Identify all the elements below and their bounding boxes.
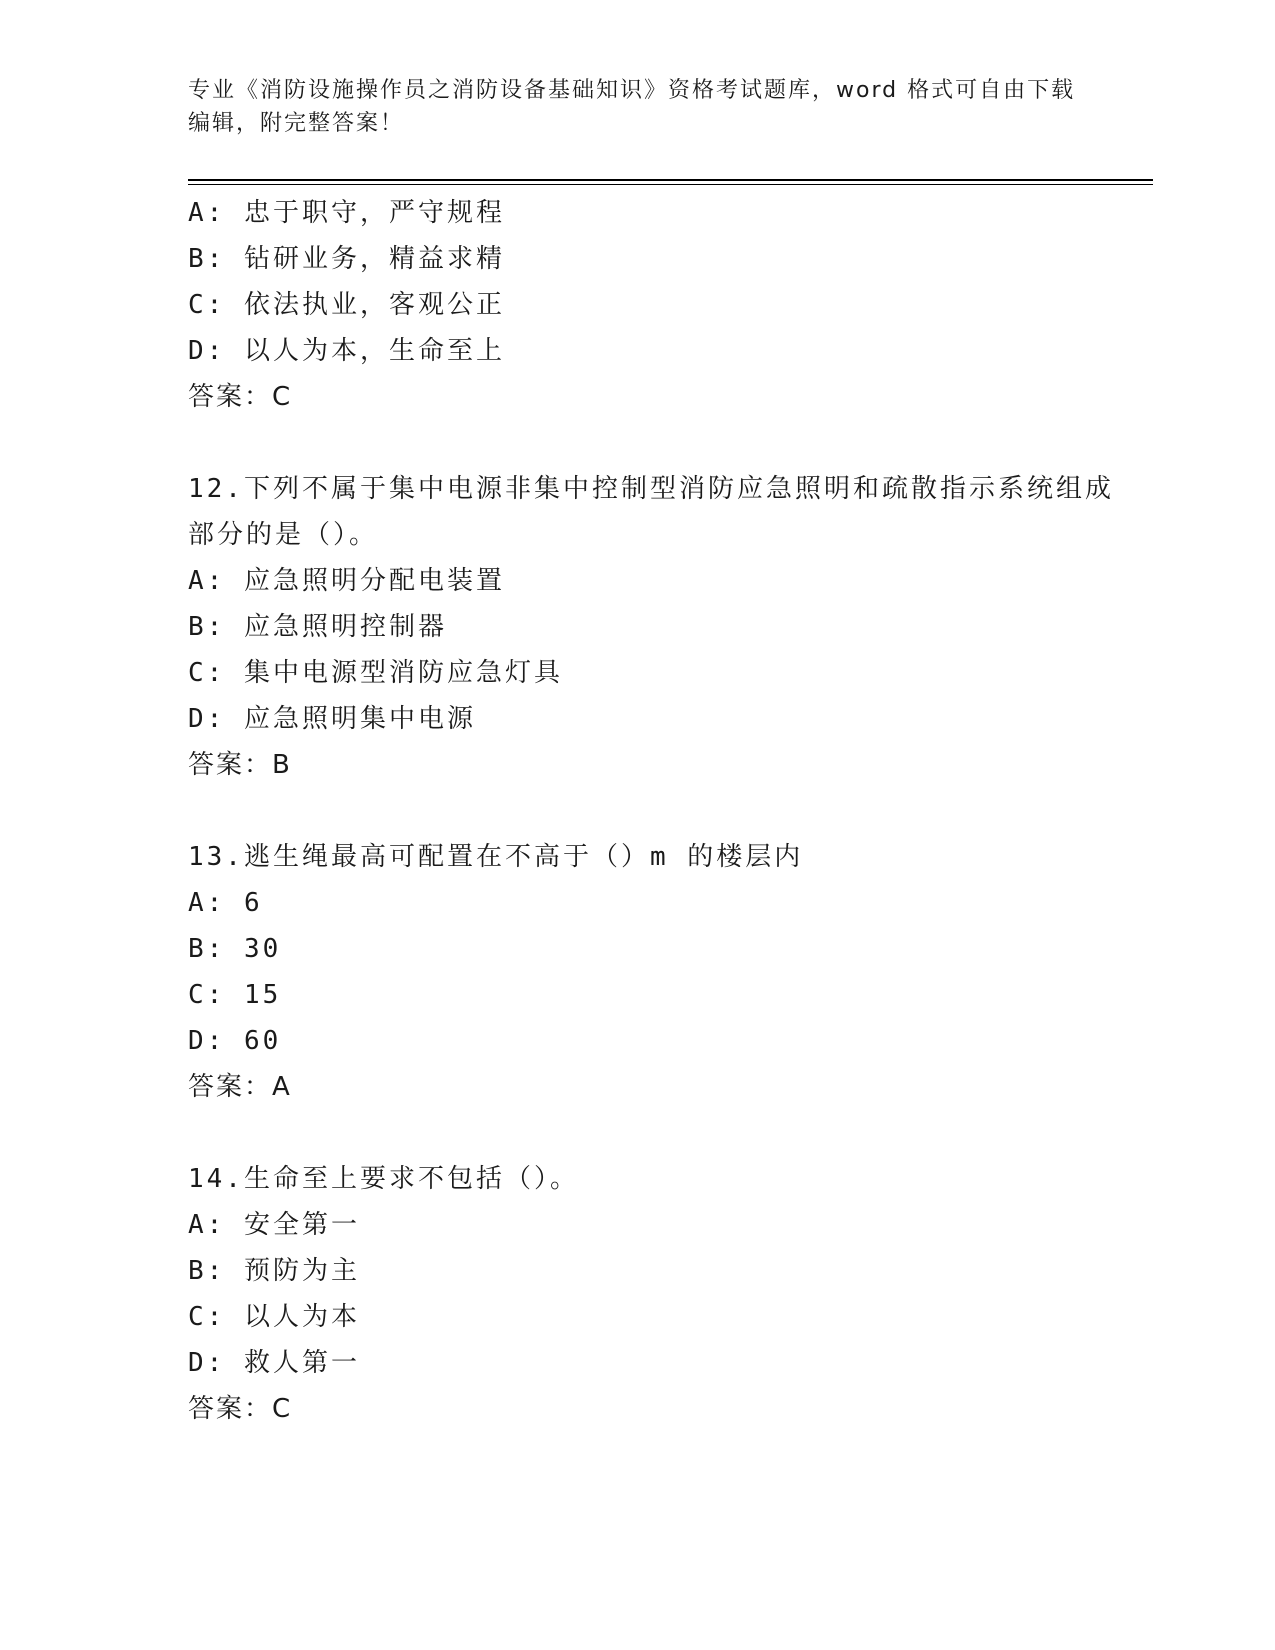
option-b: B: 钻研业务，精益求精 (188, 244, 505, 274)
answer: 答案：C (188, 382, 293, 412)
option-d: D: 救人第一 (188, 1348, 360, 1378)
question-list (188, 190, 1128, 1478)
question-12 (188, 466, 1128, 788)
option-c: C: 以人为本 (188, 1302, 360, 1332)
question-14 (188, 1156, 1128, 1432)
document-header (188, 74, 1088, 140)
option-d: D: 应急照明集中电源 (188, 704, 476, 734)
option-a: A: 应急照明分配电装置 (188, 566, 505, 596)
question-stem: 14.生命至上要求不包括（）。 (188, 1164, 579, 1194)
question-stem: 12.下列不属于集中电源非集中控制型消防应急照明和疏散指示系统组成部分的是（）。 (188, 474, 1114, 550)
option-b: B: 预防为主 (188, 1256, 360, 1286)
answer: 答案：A (188, 1072, 292, 1102)
option-c: C: 依法执业，客观公正 (188, 290, 505, 320)
option-b: B: 30 (188, 934, 282, 964)
option-c: C: 15 (188, 980, 282, 1010)
option-d: D: 以人为本，生命至上 (188, 336, 505, 366)
option-a: A: 6 (188, 888, 263, 918)
header-rule-thick (188, 179, 1153, 181)
header-text: 专业《消防设施操作员之消防设备基础知识》资格考试题库，word 格式可自由下载编辑，附完整答案！ (188, 78, 1076, 136)
answer: 答案：B (188, 750, 292, 780)
option-b: B: 应急照明控制器 (188, 612, 447, 642)
header-rule-thin (188, 184, 1153, 185)
answer: 答案：C (188, 1394, 293, 1424)
option-c: C: 集中电源型消防应急灯具 (188, 658, 563, 688)
option-a: A: 忠于职守，严守规程 (188, 198, 505, 228)
option-a: A: 安全第一 (188, 1210, 360, 1240)
question-11-continued (188, 190, 1128, 420)
option-d: D: 60 (188, 1026, 282, 1056)
question-13 (188, 834, 1128, 1110)
question-stem: 13.逃生绳最高可配置在不高于（）m 的楼层内 (188, 842, 804, 872)
